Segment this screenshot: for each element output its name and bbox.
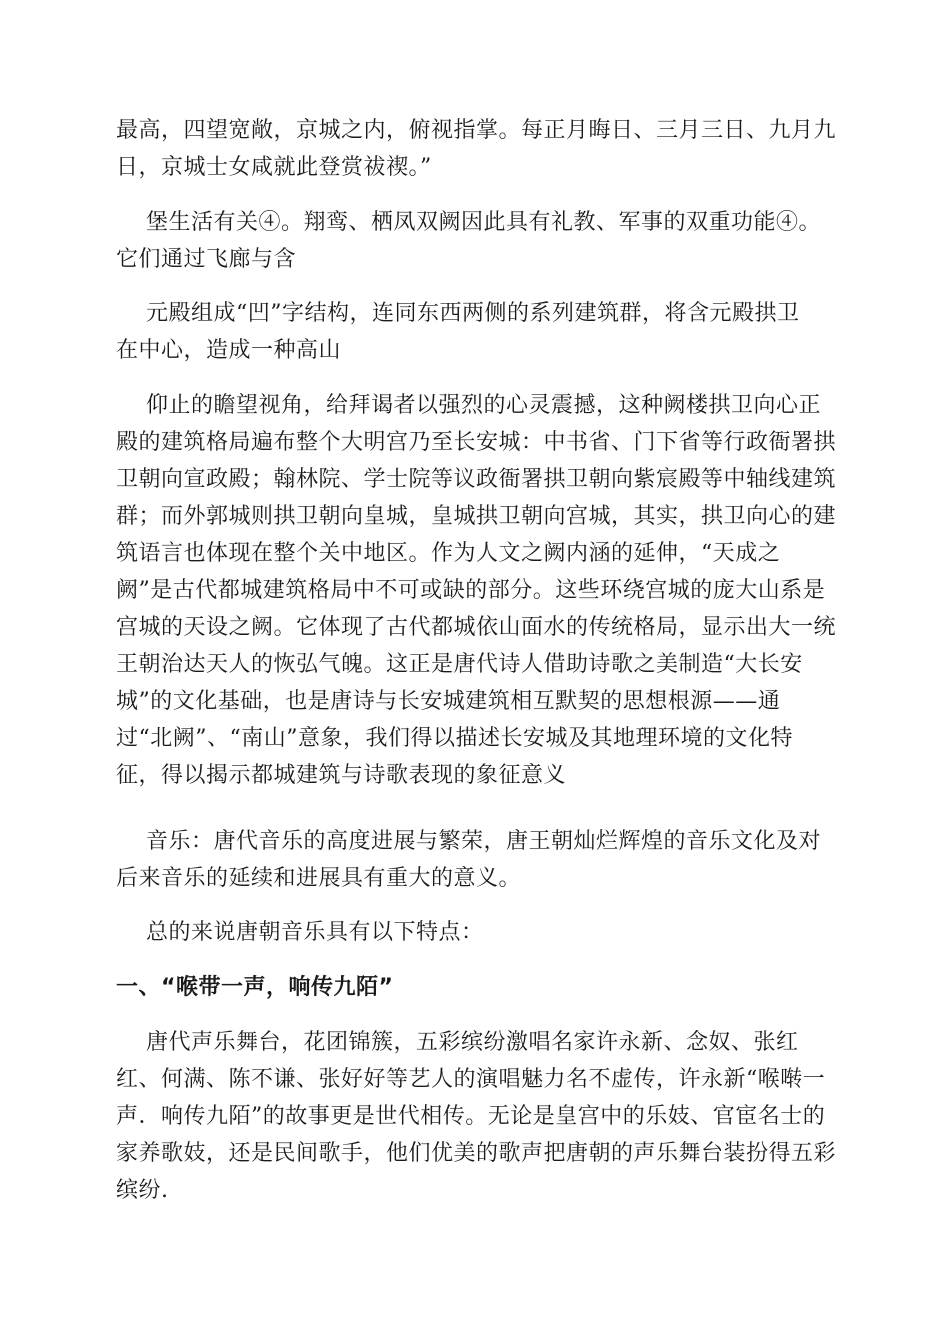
paragraph-hanyuan-hall [116, 295, 836, 369]
paragraph-twin-towers [116, 204, 836, 278]
text-line: 群；而外郭城则拱卫朝向皇城，皇城拱卫朝向宫城，其实，拱卫向心的建 [116, 504, 837, 529]
text-line: 日，京城士女咸就此登赏祓禊。” [116, 155, 432, 180]
text-line: 红、何满、陈不谦、张好好等艺人的演唱魅力名不虚传，许永新“喉啭一 [116, 1067, 826, 1092]
text-line: 宫城的天设之阙。它体现了古代都城依山面水的传统格局，显示出大一统 [116, 615, 837, 640]
paragraph-music-intro [116, 823, 836, 897]
paragraph-vocal-stage [116, 1024, 836, 1209]
text-line: 过“北阙”、“南山”意象，我们得以描述长安城及其地理环境的文化特 [116, 726, 793, 751]
text-line: 总的来说唐朝音乐具有以下特点： [116, 920, 484, 945]
text-line: 在中心，造成一种高山 [116, 338, 342, 363]
text-line: 堡生活有关④。翔鸾、栖凤双阙因此具有礼教、军事的双重功能④。 [116, 210, 821, 235]
paragraph-music-features [116, 914, 836, 951]
text-line: 卫朝向宣政殿；翰林院、学士院等议政衙署拱卫朝向紫宸殿等中轴线建筑 [116, 467, 837, 492]
text-line: 王朝治达天人的恢弘气魄。这正是唐代诗人借助诗歌之美制造“大长安 [116, 652, 803, 677]
paragraph-quote-end [116, 112, 836, 186]
text-line: 它们通过飞廊与含 [116, 247, 297, 272]
text-line: 音乐：唐代音乐的高度进展与繁荣，唐王朝灿烂辉煌的音乐文化及对 [116, 829, 821, 854]
text-line: 阙”是古代都城建筑格局中不可或缺的部分。这些环绕宫城的庞大山系是 [116, 578, 826, 603]
text-line: 家养歌妓，还是民间歌手，他们优美的歌声把唐朝的声乐舞台装扮得五彩 [116, 1141, 837, 1166]
text-line: 唐代声乐舞台，花团锦簇，五彩缤纷激唱名家许永新、念奴、张红 [116, 1030, 799, 1055]
text-line: 征，得以揭示都城建筑与诗歌表现的象征意义 [116, 763, 567, 788]
text-line: 筑语言也体现在整个关中地区。作为人文之阙内涵的延伸，“天成之 [116, 541, 781, 566]
section-heading [116, 969, 836, 1006]
text-line: 后来音乐的延续和进展具有重大的意义。 [116, 866, 522, 891]
text-line: 仰止的瞻望视角，给拜谒者以强烈的心灵震撼，这种阙楼拱卫向心正 [116, 393, 821, 418]
text-line: 缤纷. [116, 1178, 169, 1203]
text-line: 殿的建筑格局遍布整个大明宫乃至长安城：中书省、门下省等行政衙署拱 [116, 430, 837, 455]
paragraph-architecture-layout [116, 387, 836, 794]
text-line: 元殿组成“凹”字结构，连同东西两侧的系列建筑群，将含元殿拱卫 [116, 301, 800, 326]
text-line: 城”的文化基础，也是唐诗与长安城建筑相互默契的思想根源——通 [116, 689, 781, 714]
text-line: 声．响传九陌”的故事更是世代相传。无论是皇宫中的乐妓、官宦名士的 [116, 1104, 826, 1129]
heading-text: 一、“喉带一声，响传九陌” [116, 975, 394, 1000]
text-line: 最高，四望宽敞，京城之内，俯视指掌。每正月晦日、三月三日、九月九 [116, 118, 837, 143]
